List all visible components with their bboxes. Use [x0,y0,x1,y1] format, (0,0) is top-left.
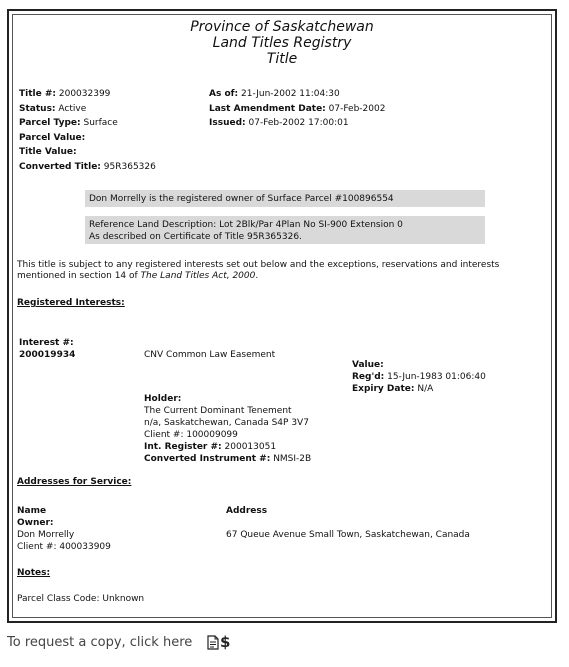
interest-type: CNV Common Law Easement [144,350,276,360]
status-value: Active [58,103,87,114]
act-name: The Land Titles Act, 2000 [140,271,256,281]
last-amendment-value: 07-Feb-2002 [328,103,386,114]
converted-title-row: Converted Title: 95R365326 [19,161,156,172]
owner-address: 67 Queue Avenue Small Town, Saskatchewan, Canada [226,530,470,540]
owner-client: Client #: 400033909 [17,542,111,552]
registered-interests-heading: Registered Interests: [17,298,125,308]
header-province: Province of Saskatchewan [190,19,374,35]
interest-dates [352,359,486,395]
name-column-header: Name [17,506,47,516]
owner-statement-box: Don Morrelly is the registered owner of Surface Parcel #100896554 [85,190,485,207]
int-register-value: 200013051 [224,442,277,452]
holder-name: The Current Dominant Tenement [144,406,292,416]
issued-row: Issued: 07-Feb-2002 17:00:01 [209,118,349,128]
owner-label: Owner: [17,518,54,528]
subject-paragraph: This title is subject to any registered interests set out below and the exceptions, reservations and interests mentioned in section 14 of The Land Titles Act, 2000. [17,260,500,281]
document-header [13,19,551,67]
status-row: Status: Active [19,103,87,114]
request-copy-link[interactable] [207,633,230,651]
interest-number: 200019934 [19,350,76,360]
certificate-line: As described on Certificate of Title 95R365326. [89,232,302,242]
expiry-row: Expiry Date: N/A [352,384,434,394]
interest-number-label: Interest #: [19,338,74,348]
holder-address: n/a, Saskatchewan, Canada S4P 3V7 [144,418,309,428]
expiry-value: N/A [417,384,434,394]
address-column-header: Address [226,506,268,516]
value-label: Value: [352,360,384,370]
addresses-heading: Addresses for Service: [17,477,132,487]
converted-instrument-row: Converted Instrument #: NMSI-2B [144,454,312,464]
header-title: Title [266,51,298,67]
converted-instrument-value: NMSI-2B [273,454,312,464]
title-fields-right [209,87,385,131]
dollar-icon: $ [220,633,231,651]
land-description-box [85,216,485,244]
parcel-class-note: Parcel Class Code: Unknown [17,594,145,604]
title-number-row: Title #: 200032399 [19,89,111,99]
holder-label: Holder: [144,394,182,404]
title-value-row: Title Value: [19,147,77,157]
document-icon [207,635,219,650]
converted-title-value: 95R365326 [103,161,156,172]
address-owner-block [17,505,111,553]
parcel-type-row: Parcel Type: Surface [19,118,118,128]
last-amendment-row: Last Amendment Date: 07-Feb-2002 [209,103,386,114]
title-fields-left [19,87,156,174]
issued-value: 07-Feb-2002 17:00:01 [248,118,349,128]
title-document-frame [7,9,557,623]
holder-block [144,393,311,465]
regd-row: Reg'd: 15-Jun-1983 01:06:40 [352,372,486,382]
regd-value: 15-Jun-1983 01:06:40 [387,372,486,382]
int-register-row: Int. Register #: 200013051 [144,442,277,452]
owner-name: Don Morrelly [17,530,75,540]
title-number: 200032399 [58,89,111,99]
land-description-line: Reference Land Description: Lot 2Blk/Par 4Plan No SI-900 Extension 0 [89,220,403,230]
title-document-inner [12,14,552,618]
parcel-value-row: Parcel Value: [19,132,86,143]
parcel-type-value: Surface [83,118,118,128]
as-of-value: 21-Jun-2002 11:04:30 [241,89,340,99]
request-copy-text: To request a copy, click here [7,635,193,650]
as-of-row: As of: 21-Jun-2002 11:04:30 [209,89,340,99]
header-registry: Land Titles Registry [212,35,352,51]
notes-heading: Notes: [17,568,51,578]
holder-client: Client #: 100009099 [144,430,238,440]
